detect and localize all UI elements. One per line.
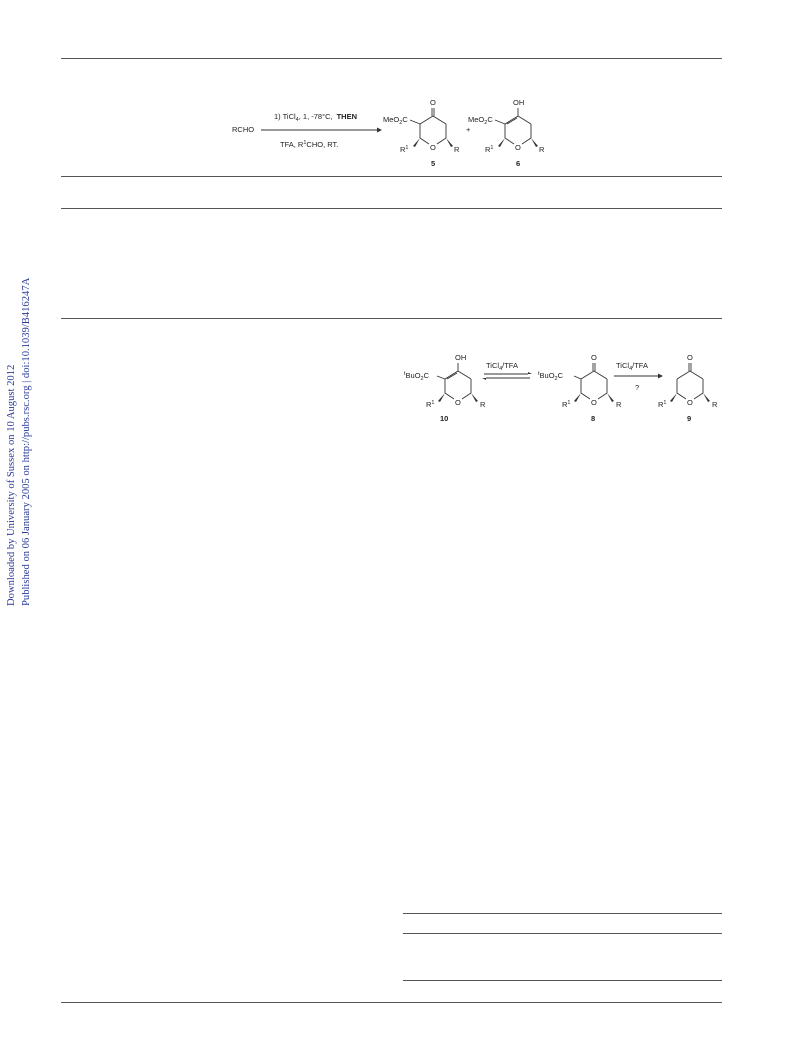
compound-9-ketone-o: O: [687, 353, 693, 362]
download-notice-line2: Published on 06 January 2005 on http://pubs.rsc.org | doi:10.1039/B416247A: [21, 277, 32, 606]
reaction-arrow-2: [614, 374, 663, 379]
compound-9-ring-o: O: [687, 398, 693, 407]
product-5-r: R: [454, 145, 460, 154]
arrow2-question-mark: ?: [635, 383, 640, 392]
compound-10-r1: $R^1$: [426, 400, 435, 409]
compound-9-r: R: [712, 400, 718, 409]
right-table-rule-1: [403, 913, 722, 914]
product-5-ketone-o: O: [430, 98, 436, 107]
compound-10-ring-o: O: [455, 398, 461, 407]
compound-9-r1: $R^1$: [658, 400, 667, 409]
product-6-r1: $R^1$: [485, 145, 494, 154]
compound-9-structure: [670, 363, 710, 402]
table-bottom-rule: [61, 318, 722, 319]
compound-8-ketone-o: O: [591, 353, 597, 362]
product-6-r: R: [539, 145, 545, 154]
right-table-rule-3: [403, 980, 722, 981]
product-6-structure: [495, 108, 538, 147]
compound-10-r: R: [480, 400, 486, 409]
download-notice-line1: Downloaded by University of Sussex on 10 August 2012: [6, 364, 17, 606]
conditions-bottom: TFA, $R^1CHO$, RT.: [280, 140, 339, 149]
equilibrium-arrow: [482, 372, 532, 380]
arrow1-conditions: TiCl$_4$/TFA: [486, 361, 518, 372]
compound-8-r1: $R^1$: [562, 400, 571, 409]
arrow2-conditions: TiCl$_4$/TFA: [616, 361, 648, 372]
scheme-1: [230, 94, 560, 170]
compound-8-ring-o: O: [591, 398, 597, 407]
product-6-ester: MeO$_2$C: [468, 115, 493, 126]
product-6-ring-o: O: [515, 143, 521, 152]
top-rule: [61, 58, 722, 59]
product-5-ring-o: O: [430, 143, 436, 152]
compound-10-enol-oh: OH: [455, 353, 467, 362]
right-table-rule-2: [403, 933, 722, 934]
download-notice: [4, 272, 38, 606]
compound-8-r: R: [616, 400, 622, 409]
compound-9-label: 9: [687, 414, 692, 423]
compound-8-structure: [574, 363, 614, 402]
compound-6-label: 6: [516, 159, 521, 168]
product-5-structure: [410, 108, 453, 147]
conditions-top: 1) TiCl$_4$, 1, -78°C, THEN: [274, 112, 358, 123]
table-top-rule: [61, 208, 722, 209]
compound-10-label: 10: [440, 414, 449, 423]
scheme-2: [402, 348, 732, 428]
product-6-enol-oh: OH: [513, 98, 525, 107]
compound-8-ester: $^t$BuO$_2$C: [538, 371, 564, 382]
compound-8-label: 8: [591, 414, 596, 423]
scheme1-bottom-rule: [61, 176, 722, 177]
product-5-ester: MeO$_2$C: [383, 115, 408, 126]
plus-sign: +: [466, 125, 471, 134]
product-5-r1: $R^1$: [400, 145, 409, 154]
compound-10-ester: $^t$BuO$_2$C: [404, 371, 430, 382]
page-bottom-rule: [61, 1002, 722, 1003]
compound-5-label: 5: [431, 159, 436, 168]
reaction-arrow: [261, 128, 382, 133]
reactant-rcho: RCHO: [232, 125, 255, 134]
compound-10-structure: [437, 363, 478, 402]
